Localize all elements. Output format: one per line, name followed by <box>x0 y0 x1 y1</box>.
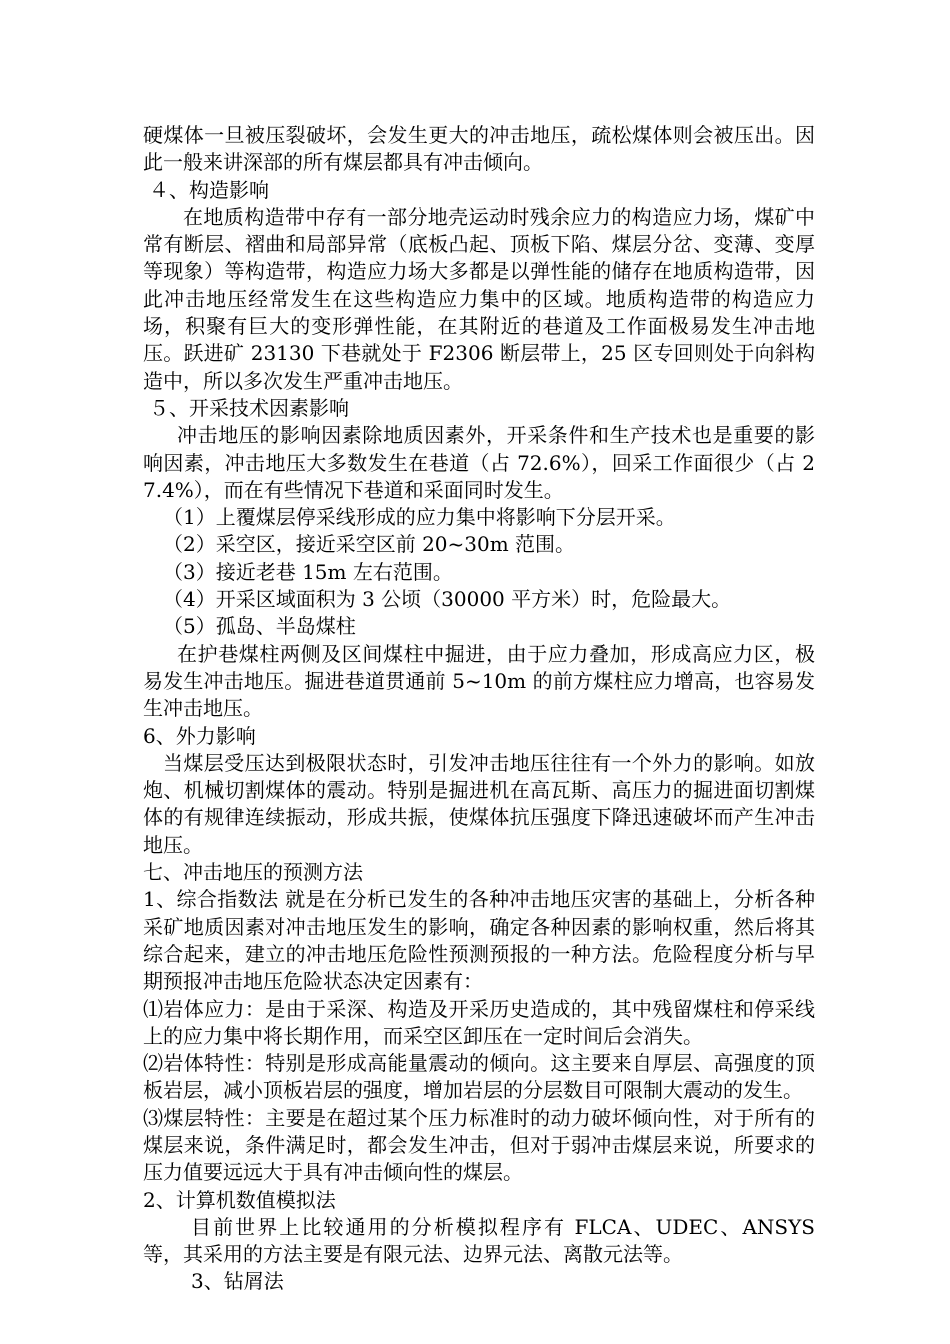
paragraph-structure-stress: 在地质构造带中存有一部分地壳运动时残余应力的构造应力场，煤矿中常有断层、褶曲和局部异常（底板凸起、顶板下陷、煤层分岔、变薄、变厚等现象）等构造带，构造应力场大多都是以弹性能的储存在地质构造带，因此冲击地压经常发生在这些构造应力集中的区域。地质构造带的构造应力场，积聚有巨大的变形弹性能，在其附近的巷道及工作面极易发生冲击地压。跃进矿 23130 下巷就处于 F2306 断层带上，25 区专回则处于向斜构造中，所以多次发生严重冲击地压。 <box>143 204 815 393</box>
paragraph-external-force: 当煤层受压达到极限状态时，引发冲击地压往往有一个外力的影响。如放炮、机械切割煤体的震动。特别是掘进机在高瓦斯、高压力的掘进面切割煤体的有规律连续振动，形成共振，使煤体抗压强度下降迅速破坏而产生冲击地压。 <box>143 750 815 857</box>
paragraph-hard-coal: 硬煤体一旦被压裂破坏，会发生更大的冲击地压，疏松煤体则会被压出。因此一般来讲深部的所有煤层都具有冲击倾向。 <box>143 123 815 175</box>
list-item-5: （5）孤岛、半岛煤柱 <box>163 614 356 639</box>
heading-prediction-methods: 七、冲击地压的预测方法 <box>143 860 363 885</box>
paragraph-rock-stress: ⑴岩体应力：是由于采深、构造及开采历史造成的，其中残留煤柱和停采线上的应力集中将长期作用，而采空区卸压在一定时间后会消失。 <box>143 996 815 1048</box>
heading-mining-technique: ５、开采技术因素影响 <box>149 395 349 420</box>
heading-external-force: 6、外力影响 <box>143 723 256 748</box>
document-body <box>143 122 815 1296</box>
list-item-1: （1）上覆煤层停采线形成的应力集中将影响下分层开采。 <box>163 505 676 530</box>
list-item-4: （4）开采区域面积为 3 公顷（30000 平方米）时，危险最大。 <box>163 587 732 612</box>
heading-numerical-simulation: 2、计算机数值模拟法 <box>143 1187 336 1212</box>
heading-structure-influence: ４、构造影响 <box>149 177 269 202</box>
paragraph-simulation-programs: 目前世界上比较通用的分析模拟程序有 FLCA、UDEC、ANSYS 等，其采用的方法主要是有限元法、边界元法、离散元法等。 <box>143 1214 815 1267</box>
paragraph-mining-factors: 冲击地压的影响因素除地质因素外，开采条件和生产技术也是重要的影响因素，冲击地压大多数发生在巷道（占 72.6%），回采工作面很少（占 27.4%），而在有些情况下巷道和采面同时发生。 <box>143 423 815 502</box>
paragraph-composite-index: 1、综合指数法 就是在分析已发生的各种冲击地压灾害的基础上，分析各种采矿地质因素对冲击地压发生的影响，确定各种因素的影响权重，然后将其综合起来，建立的冲击地压危险性预测预报的一种方法。危险程度分析与早期预报冲击地压危险状态决定因素有： <box>143 887 815 994</box>
paragraph-coal-pillar: 在护巷煤柱两侧及区间煤柱中掘进，由于应力叠加，形成高应力区，极易发生冲击地压。掘进巷道贯通前 5~10m 的前方煤柱应力增高，也容易发生冲击地压。 <box>143 641 815 721</box>
paragraph-rock-properties: ⑵岩体特性：特别是形成高能量震动的倾向。这主要来自厚层、高强度的顶板岩层，减小顶板岩层的强度，增加岩层的分层数目可限制大震动的发生。 <box>143 1051 815 1103</box>
paragraph-coal-properties: ⑶煤层特性：主要是在超过某个压力标准时的动力破坏倾向性，对于所有的煤层来说，条件满足时，都会发生冲击，但对于弱冲击煤层来说，所要求的压力值要远远大于具有冲击倾向性的煤层。 <box>143 1105 815 1185</box>
list-item-2: （2）采空区，接近采空区前 20~30m 范围。 <box>163 532 576 557</box>
heading-drill-cuttings: 3、钻屑法 <box>191 1269 284 1294</box>
list-item-3: （3）接近老巷 15m 左右范围。 <box>163 559 453 584</box>
